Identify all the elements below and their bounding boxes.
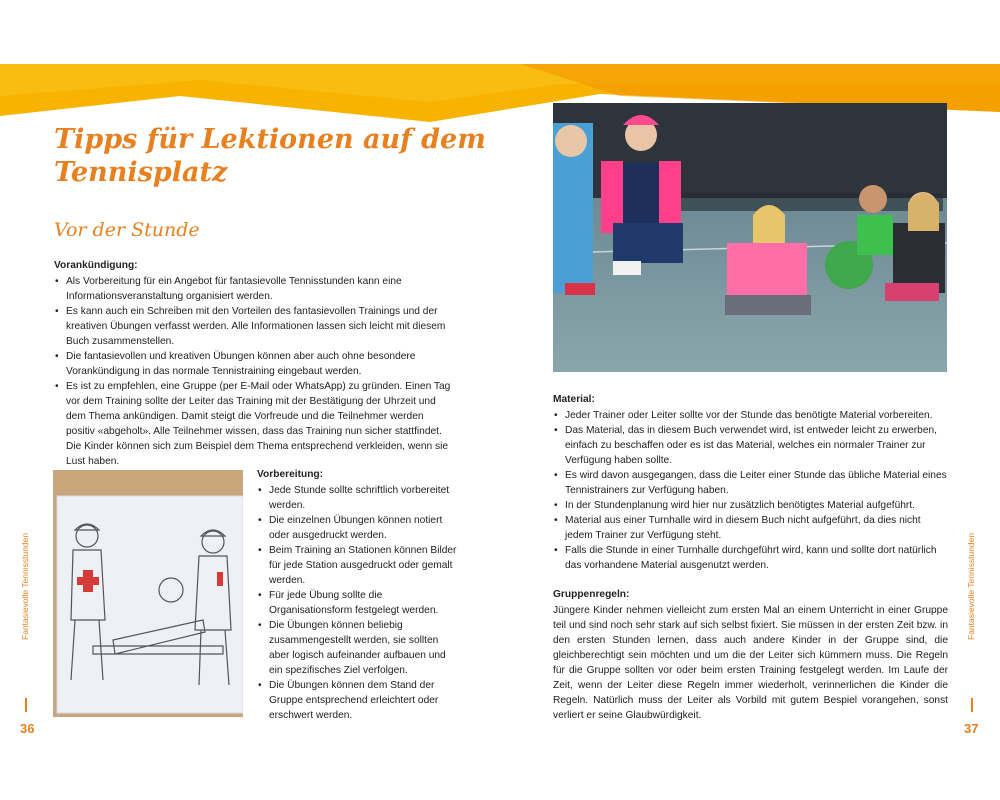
material-heading: Material: [553, 394, 595, 405]
material-section [553, 392, 948, 573]
list-item-text: Die Übungen können dem Stand der Gruppe entsprechend erleichtert oder erschwert werden. [269, 680, 439, 721]
stretcher-drawing-photo [53, 470, 243, 717]
list-item: • Jede Stunde sollte schriftlich vorbereitet werden. [258, 485, 450, 511]
list-item: • Die Übungen können dem Stand der Gruppe entsprechend erleichtert oder erschwert werden. [258, 680, 439, 721]
list-item: • Es ist zu empfehlen, eine Gruppe (per E-Mail oder WhatsApp) zu gründen. Einen Tag vor dem Training sollte der Leiter das Training mit der Bestätigung der Uhrzeit und dem Thema ankündigen. Damit steigt die Vorfreude und die Teilnehmer werden positiv «abgeholt». Alle Teilnehmer wissen, dass das Training nun sicher stattfindet. Die Kinder können sich zum Beispiel dem Thema entsprechend verkleiden, wenn sie Lust haben. [55, 381, 451, 467]
list-item-text: Die einzelnen Übungen können notiert oder ausgedruckt werden. [269, 515, 443, 541]
list-item: • Die Übungen können beliebig zusammengestellt werden, sie sollten aber logisch aufeinander aufbauen und ein spezifisches Ziel verfolgen. [258, 620, 446, 676]
gruppenregeln-heading: Gruppenregeln: [553, 589, 630, 600]
list-item: • Material aus einer Turnhalle wird in diesem Buch nicht aufgeführt, da dies nicht jedem Trainer zur Verfügung steht. [554, 515, 921, 541]
list-item: • Als Vorbereitung für ein Angebot für fantasievolle Tennisstunden kann eine Informationsveranstaltung organisiert werden. [55, 276, 402, 302]
list-item: • Für jede Übung sollte die Organisationsform festgelegt werden. [258, 590, 439, 616]
list-item: • Das Material, das in diesem Buch verwendet wird, ist entweder leicht zu erwerben, einfach zu beschaffen oder es ist das Material, welches ein normaler Trainer zur Verfügung haben sollte. [554, 425, 938, 466]
list-item-text: Es ist zu empfehlen, eine Gruppe (per E-Mail oder WhatsApp) zu gründen. Einen Tag vor dem Training sollte der Leiter das Training mit der Bestätigung der Uhrzeit und dem Thema ankündigen. Damit steigt die Vorfreude und die Teilnehmer werden positiv «abgeholt». Alle Teilnehmer wissen, dass das Training nun sicher stattfindet. Die Kinder können sich zum Beispiel dem Thema entsprechend verkleiden, wenn sie Lust haben. [66, 381, 451, 467]
list-item: • Es kann auch ein Schreiben mit den Vorteilen des fantasievollen Trainings und der kreativen Übungen verfasst werden. Alle Informationen lassen sich leicht mit diesem Buch zusammenstellen. [55, 306, 446, 347]
list-item-text: Beim Training an Stationen können Bilder für jede Station ausgedruckt oder gemalt werden. [269, 545, 457, 586]
gruppenregeln-section [553, 587, 948, 723]
running-head-rule-right [971, 698, 973, 712]
gruppenregeln-paragraph: Jüngere Kinder nehmen vielleicht zum ersten Mal an einem Unterricht in einer Gruppe teil und sind noch sehr stark auf sich selbst fixiert. Sie müssen in der ersten Zeit bzw. in den ersten Stunden lernen, dass auch andere Kinder in der Gruppe sind, die gleichberechtigt sein möchten und um die der Leiter sich kümmern muss. Die Regeln für die Gruppe sollten vor oder beim ersten Training festgelegt werden. Im Laufe der Zeit, wenn der Leiter diese Regeln immer wiederholt, verinnerlichen die Kinder die Regeln. Natürlich muss der Leiter als Vorbild mit gutem Bespiel vorangehen, sonst verliert er seine Glaubwürdigkeit. [553, 605, 948, 721]
page-number-left: 36 [20, 721, 35, 736]
list-item-text: Jede Stunde sollte schriftlich vorbereitet werden. [269, 485, 450, 511]
running-head-rule-left [25, 698, 27, 712]
list-item: • Die einzelnen Übungen können notiert oder ausgedruckt werden. [258, 515, 443, 541]
list-item-text: Als Vorbereitung für ein Angebot für fantasievolle Tennisstunden kann eine Informationsveranstaltung organisiert werden. [66, 276, 402, 302]
list-item: • Jeder Trainer oder Leiter sollte vor der Stunde das benötigte Material vorbereiten. [554, 410, 933, 421]
page-title: Tipps für Lektionen auf dem Tennisplatz [54, 124, 486, 188]
vorbereitung-section [257, 467, 457, 723]
section-subtitle: Vor der Stunde [54, 219, 200, 241]
list-item: • In der Stundenplanung wird hier nur zusätzlich benötigtes Material aufgeführt. [554, 500, 915, 511]
material-list [553, 408, 948, 573]
list-item: • Beim Training an Stationen können Bilder für jede Station ausgedruckt oder gemalt werden. [258, 545, 457, 586]
running-head-left: Fantasievolle Tennisstunden [20, 532, 30, 640]
vorankuendigung-section [54, 258, 454, 469]
list-item-text: Die Übungen können beliebig zusammengestellt werden, sie sollten aber logisch aufeinander aufbauen und ein spezifisches Ziel verfolgen. [269, 620, 446, 676]
list-item-text: Es kann auch ein Schreiben mit den Vorteilen des fantasievollen Trainings und der kreativen Übungen verfasst werden. Alle Informationen lassen sich leicht mit diesem Buch zusammenstellen. [66, 306, 446, 347]
list-item-text: Das Material, das in diesem Buch verwendet wird, ist entweder leicht zu erwerben, einfach zu beschaffen oder es ist das Material, welches ein normaler Trainer zur Verfügung haben sollte. [565, 425, 938, 466]
list-item-text: In der Stundenplanung wird hier nur zusätzlich benötigtes Material aufgeführt. [565, 500, 915, 511]
list-item-text: Die fantasievollen und kreativen Übungen können aber auch ohne besondere Vorankündigung in das normale Tennistraining eingebaut werden. [66, 351, 416, 377]
list-item-text: Für jede Übung sollte die Organisationsform festgelegt werden. [269, 590, 439, 616]
list-item-text: Falls die Stunde in einer Turnhalle durchgeführt wird, kann und sollte dort natürlich das vorhandene Material ausgenutzt werden. [565, 545, 937, 571]
list-item-text: Jeder Trainer oder Leiter sollte vor der Stunde das benötigte Material vorbereiten. [565, 410, 933, 421]
list-item: • Die fantasievollen und kreativen Übungen können aber auch ohne besondere Vorankündigung in das normale Tennistraining eingebaut werden. [55, 351, 416, 377]
list-item-text: Es wird davon ausgegangen, dass die Leiter einer Stunde das übliche Material eines Tennistrainers zur Verfügung haben. [565, 470, 947, 496]
vorankuendigung-heading: Vorankündigung: [54, 260, 138, 271]
running-head-right: Fantasievolle Tennisstunden [966, 532, 976, 640]
vorankuendigung-list [54, 274, 454, 469]
vorbereitung-heading: Vorbereitung: [257, 469, 324, 480]
vorbereitung-list [257, 483, 457, 723]
list-item: • Es wird davon ausgegangen, dass die Leiter einer Stunde das übliche Material eines Tennistrainers zur Verfügung haben. [554, 470, 947, 496]
tennis-children-photo [553, 103, 947, 372]
list-item: • Falls die Stunde in einer Turnhalle durchgeführt wird, kann und sollte dort natürlich das vorhandene Material ausgenutzt werden. [554, 545, 937, 571]
list-item-text: Material aus einer Turnhalle wird in diesem Buch nicht aufgeführt, da dies nicht jedem Trainer zur Verfügung steht. [565, 515, 921, 541]
page-number-right: 37 [964, 721, 979, 736]
